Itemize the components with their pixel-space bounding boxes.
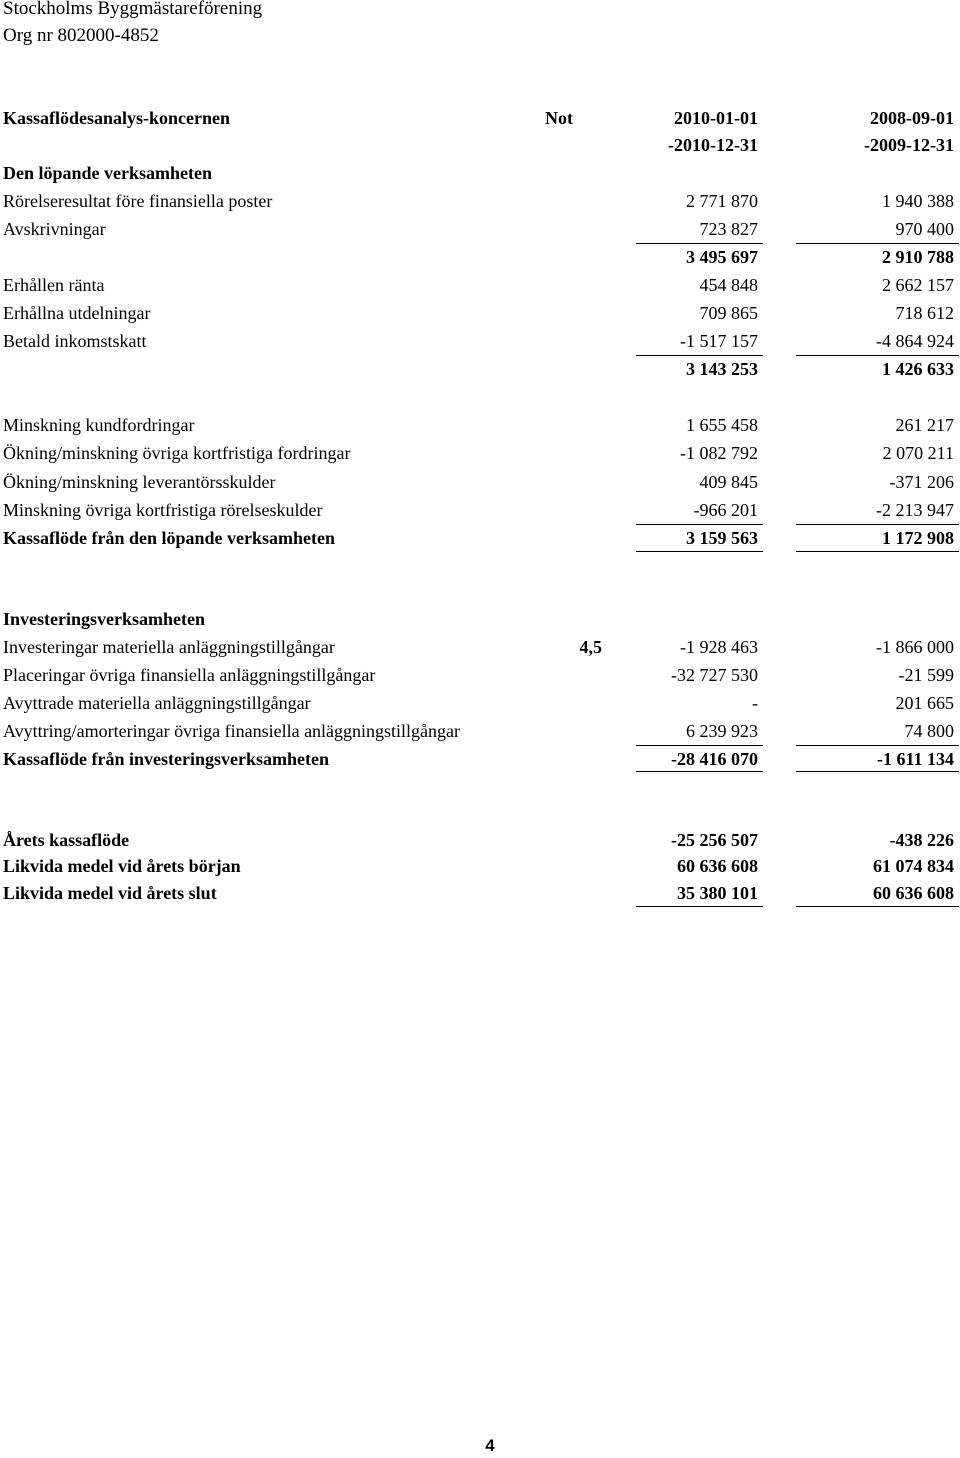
table-header-row xyxy=(0,105,960,131)
value-2010: 1 655 458 xyxy=(686,415,758,435)
section-heading xyxy=(0,160,960,186)
value-2010: 35 380 101 xyxy=(677,883,758,903)
value-2010: 409 845 xyxy=(699,472,758,492)
total-row xyxy=(0,746,960,772)
row-label: Minskning kundfordringar xyxy=(3,415,195,435)
table-row xyxy=(0,412,960,438)
row-label: Kassaflöde från den löpande verksamheten xyxy=(3,528,336,548)
value-2009: 201 665 xyxy=(895,693,954,713)
value-2010: -1 928 463 xyxy=(680,637,758,657)
row-label: Betald inkomstskatt xyxy=(3,331,147,351)
value-2009: -1 866 000 xyxy=(876,637,954,657)
value-2010: - xyxy=(752,693,758,713)
value-2009: 970 400 xyxy=(895,219,954,239)
period1-header-start: 2010-01-01 xyxy=(674,108,758,128)
row-label: Ökning/minskning leverantörsskulder xyxy=(3,472,276,492)
row-label: Rörelseresultat före finansiella poster xyxy=(3,191,273,211)
period2-header-end: -2009-12-31 xyxy=(864,135,954,155)
value-2009: 2 662 157 xyxy=(882,275,954,295)
table-header-row-2 xyxy=(0,132,960,158)
value-2009: -1 611 134 xyxy=(876,749,954,769)
row-label: Erhållen ränta xyxy=(3,275,105,295)
table-title: Kassaflödesanalys-koncernen xyxy=(3,108,231,128)
value-2010: -966 201 xyxy=(693,500,758,520)
underline xyxy=(636,551,763,552)
table-row xyxy=(0,634,960,660)
value-2009: -21 599 xyxy=(898,665,954,685)
row-label: Den löpande verksamheten xyxy=(3,163,213,183)
table-row xyxy=(0,718,960,744)
value-2010: -32 727 530 xyxy=(671,665,758,685)
row-label: Kassaflöde från investeringsverksamheten xyxy=(3,749,329,769)
row-label: Årets kassaflöde xyxy=(3,830,130,850)
total-row xyxy=(0,880,960,906)
table-row xyxy=(0,328,960,354)
value-2010: -1 082 792 xyxy=(680,443,758,463)
underline xyxy=(636,906,763,907)
value-2010: 3 143 253 xyxy=(686,359,758,379)
table-row xyxy=(0,440,960,466)
note-reference: 4,5 xyxy=(579,637,602,657)
value-2009: 718 612 xyxy=(895,303,954,323)
value-2009: 1 172 908 xyxy=(882,528,954,548)
value-2009: -438 226 xyxy=(889,830,954,850)
page-number: 4 xyxy=(485,1436,495,1455)
org-name: Stockholms Byggmästareförening xyxy=(3,0,263,19)
table-row xyxy=(0,469,960,495)
underline xyxy=(636,771,763,772)
value-2009: 261 217 xyxy=(895,415,954,435)
subtotal-row xyxy=(0,356,960,382)
value-2010: 6 239 923 xyxy=(686,721,758,741)
table-row xyxy=(0,188,960,214)
value-2009: -371 206 xyxy=(889,472,954,492)
value-2010: 60 636 608 xyxy=(677,856,758,876)
value-2009: 74 800 xyxy=(904,721,954,741)
underline xyxy=(796,551,959,552)
row-label: Investeringar materiella anläggningstillgångar xyxy=(3,637,335,657)
total-row xyxy=(0,827,960,853)
section-heading xyxy=(0,606,960,632)
row-label: Placeringar övriga finansiella anläggningstillgångar xyxy=(3,665,376,685)
not-column-header: Not xyxy=(545,108,573,128)
value-2010: 709 865 xyxy=(699,303,758,323)
table-row xyxy=(0,300,960,326)
row-label: Investeringsverksamheten xyxy=(3,609,205,629)
value-2010: 3 159 563 xyxy=(686,528,758,548)
table-row xyxy=(0,497,960,523)
value-2010: -28 416 070 xyxy=(671,749,758,769)
value-2009: -4 864 924 xyxy=(876,331,954,351)
row-label: Avyttring/amorteringar övriga finansiella anläggningstillgångar xyxy=(3,721,461,741)
value-2010: 3 495 697 xyxy=(686,247,758,267)
row-label: Minskning övriga kortfristiga rörelseskulder xyxy=(3,500,323,520)
value-2009: 1 426 633 xyxy=(882,359,954,379)
total-row xyxy=(0,853,960,879)
row-label: Likvida medel vid årets början xyxy=(3,856,241,876)
period2-header-start: 2008-09-01 xyxy=(870,108,954,128)
table-row xyxy=(0,216,960,242)
total-row xyxy=(0,525,960,551)
row-label: Likvida medel vid årets slut xyxy=(3,883,217,903)
table-row xyxy=(0,272,960,298)
value-2010: -1 517 157 xyxy=(680,331,758,351)
row-label: Avskrivningar xyxy=(3,219,106,239)
table-row xyxy=(0,662,960,688)
period1-header-end: -2010-12-31 xyxy=(668,135,758,155)
row-label: Avyttrade materiella anläggningstillgångar xyxy=(3,693,311,713)
value-2010: 454 848 xyxy=(699,275,758,295)
value-2010: 723 827 xyxy=(699,219,758,239)
underline xyxy=(796,771,959,772)
value-2009: 2 910 788 xyxy=(882,247,954,267)
value-2009: 2 070 211 xyxy=(882,443,954,463)
row-label: Erhållna utdelningar xyxy=(3,303,151,323)
value-2009: 1 940 388 xyxy=(882,191,954,211)
org-number: Org nr 802000-4852 xyxy=(3,25,159,46)
row-label: Ökning/minskning övriga kortfristiga fordringar xyxy=(3,443,351,463)
value-2009: -2 213 947 xyxy=(876,500,954,520)
value-2010: 2 771 870 xyxy=(686,191,758,211)
value-2009: 61 074 834 xyxy=(873,856,954,876)
table-row xyxy=(0,690,960,716)
value-2010: -25 256 507 xyxy=(671,830,758,850)
value-2009: 60 636 608 xyxy=(873,883,954,903)
underline xyxy=(796,906,959,907)
subtotal-row xyxy=(0,244,960,270)
